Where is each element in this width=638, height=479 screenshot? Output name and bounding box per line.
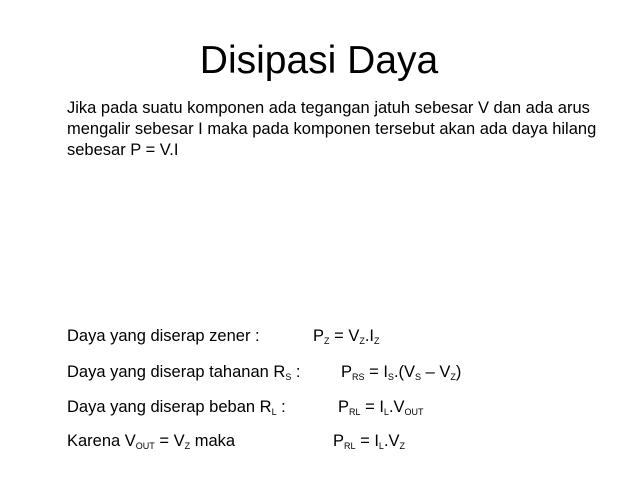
row-formula: $P_{RL} = I_L.V_Z$: [333, 432, 406, 451]
subscript: S: [387, 372, 394, 382]
row-label: Karena $V_{OUT} = V_Z$ maka: [67, 432, 236, 451]
subscript: Z: [359, 336, 365, 346]
row-formula: $P_{RS} = I_S.(V_S - V_Z)$: [341, 363, 462, 382]
subscript: L: [378, 441, 384, 451]
row-zener: [67, 326, 380, 346]
subscript: L: [271, 407, 277, 417]
subscript: Z: [184, 441, 191, 451]
row-label: Daya yang diserap zener :: [67, 327, 260, 345]
subscript: Z: [324, 336, 330, 346]
subscript: S: [285, 372, 292, 382]
slide-title: Disipasi Daya: [199, 39, 439, 82]
subscript: RS: [352, 372, 365, 382]
subscript: Z: [374, 336, 380, 346]
row-formula: $P_Z = V_Z.I_Z$: [313, 327, 380, 346]
subscript: S: [415, 372, 422, 382]
row-tahanan: [67, 362, 462, 382]
row-label: Daya yang diserap beban $R_L$ :: [67, 398, 286, 417]
subscript: RL: [344, 441, 356, 451]
row-beban: [67, 397, 424, 417]
row-formula: $P_{RL} = I_L.V_{OUT}$: [338, 398, 424, 417]
subscript: RL: [349, 407, 361, 417]
row-karena: [67, 431, 406, 451]
subscript: Z: [399, 441, 406, 451]
row-label: Daya yang diserap tahanan $R_S$ :: [67, 363, 301, 382]
subscript: OUT: [404, 407, 424, 417]
subscript: Z: [450, 372, 456, 382]
subscript: L: [383, 407, 389, 417]
intro-paragraph: Jika pada suatu komponen ada tegangan jatuh sebesar V dan ada arus mengalir sebesar I maka pada komponen tersebut akan ada daya hilang sebesar P = V.I: [67, 99, 597, 159]
subscript: OUT: [135, 441, 155, 451]
